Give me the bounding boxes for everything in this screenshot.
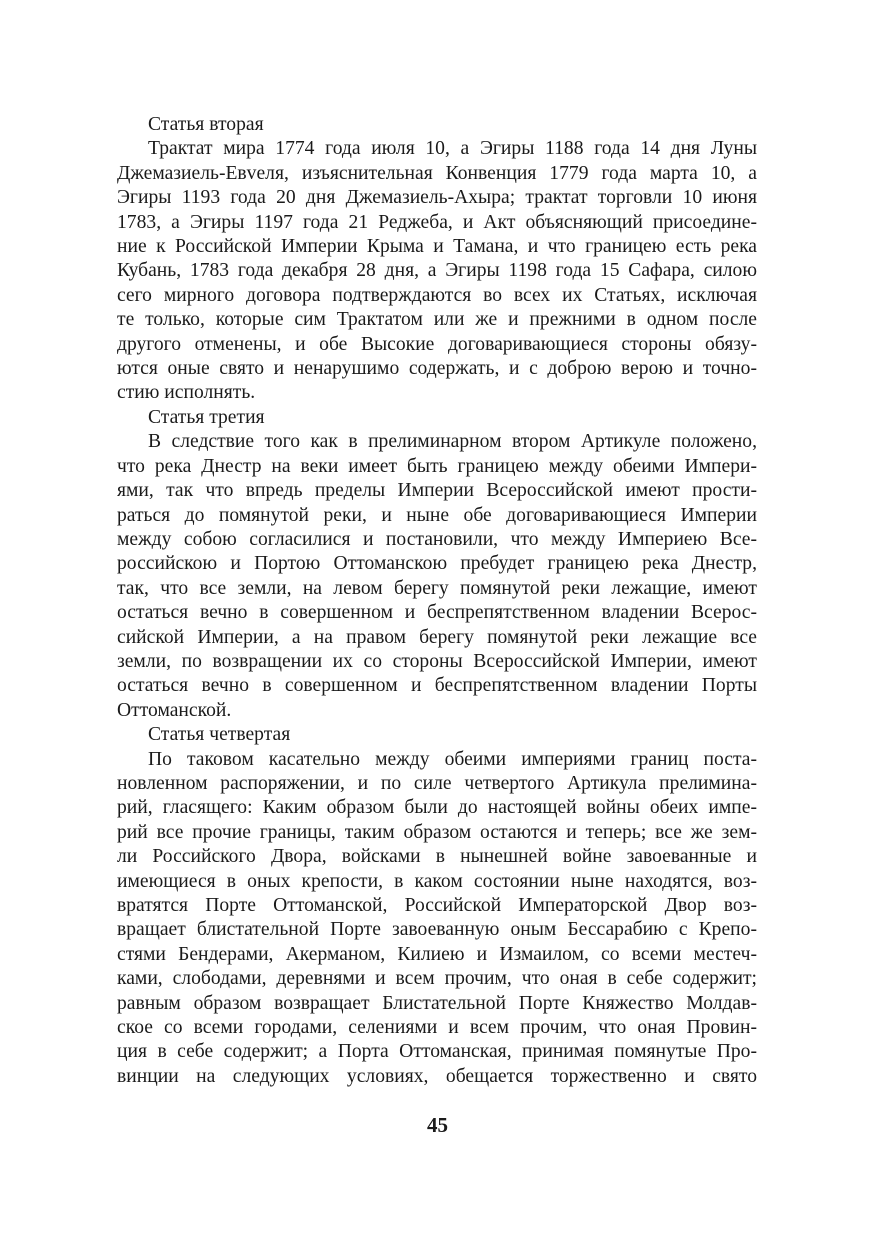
- text-line: ками, слободами, деревнями и всем прочим, что оная в себе содержит;: [117, 968, 757, 990]
- text-line: сего мирного договора подтверждаются во всех их Статьях, исключая: [117, 284, 757, 306]
- text-line: стями Бендерами, Акерманом, Килиею и Измаилом, со всеми местеч-: [117, 943, 757, 965]
- text-line: ние к Российской Империи Крыма и Тамана, и что границею есть река: [117, 236, 757, 258]
- text-line: земли, по возвращении их со стороны Всероссийской Империи, имеют: [117, 650, 757, 672]
- document-body: [117, 113, 757, 1089]
- article-heading-4: Статья четвертая: [148, 724, 291, 746]
- text-line: винции на следующих условиях, обещается торжественно и свято: [117, 1065, 757, 1087]
- text-line: между собою согласилися и постановили, что между Империею Все-: [117, 528, 757, 550]
- article-heading-2: Статья вторая: [148, 114, 264, 135]
- text-line: рий, гласящего: Каким образом были до настоящей войны обеих импе-: [117, 797, 757, 819]
- page-number: 45: [427, 1113, 448, 1137]
- text-line: сийской Империи, а на правом берегу помянутой реки лежащие все: [117, 626, 757, 648]
- text-line: российскою и Портою Оттоманскою пребудет границею река Днестр,: [117, 553, 757, 575]
- text-line: ются оные свято и ненарушимо содержать, и с доброю верою и точно-: [117, 358, 757, 380]
- text-line: ция в себе содержит; а Порта Оттоманская, принимая помянутые Про-: [117, 1041, 757, 1063]
- text-line: Трактат мира 1774 года июля 10, а Эгиры 1188 года 14 дня Луны: [148, 138, 757, 160]
- article-heading-3: Статья третия: [148, 406, 265, 428]
- text-line: Кубань, 1783 года декабря 28 дня, а Эгиры 1198 года 15 Сафара, силою: [117, 260, 757, 282]
- text-line: По таковом касательно между обеими империями границ поста-: [148, 748, 757, 770]
- text-line: Оттоманской.: [117, 699, 232, 721]
- text-line: ями, так что впредь пределы Империи Всероссийской имеют прости-: [117, 480, 757, 502]
- text-line: ли Российского Двора, войсками в нынешней войне завоеванные и: [117, 846, 757, 868]
- text-line: остаться вечно в совершенном и беспрепятственном владении Порты: [117, 675, 757, 697]
- text-line: раться до помянутой реки, и ныне обе договаривающиеся Империи: [117, 504, 757, 526]
- text-line: имеющиеся в оных крепости, в каком состоянии ныне находятся, воз-: [117, 870, 757, 892]
- text-line: остаться вечно в совершенном и беспрепятственном владении Всерос-: [117, 602, 757, 624]
- text-line: так, что все земли, на левом берегу помянутой реки лежащие, имеют: [117, 577, 757, 599]
- text-line: Джемазиель-Евveля, изъяснительная Конвенция 1779 года марта 10, а: [117, 162, 757, 184]
- text-line: равным образом возвращает Блистательной Порте Княжество Молдав-: [117, 992, 757, 1014]
- text-line: новленном распоряжении, и по силе четвертого Артикула прелимина-: [117, 772, 757, 794]
- text-line: те только, которые сим Трактатом или же и прежними в одном после: [117, 309, 757, 331]
- text-line: другого отменены, и обе Высокие договаривающиеся стороны обязу-: [117, 333, 757, 355]
- text-line: В следствие того как в прелиминарном втором Артикуле положено,: [148, 431, 757, 453]
- text-line: что река Днестр на веки имеет быть границею между обеими Импери-: [117, 455, 757, 477]
- text-line: ское со всеми городами, селениями и всем прочим, что оная Провин-: [117, 1017, 757, 1039]
- text-line: Эгиры 1193 года 20 дня Джемазиель-Ахыра; трактат торговли 10 июня: [117, 187, 757, 209]
- text-line: вратятся Порте Оттоманской, Российской Императорской Двор воз-: [117, 895, 757, 916]
- text-line: рий все прочие границы, таким образом остаются и теперь; все же зем-: [117, 821, 757, 843]
- text-line: вращает блистательной Порте завоеванную оным Бессарабию с Крепо-: [117, 919, 757, 941]
- text-line: 1783, а Эгиры 1197 года 21 Реджеба, и Акт объясняющий присоедине-: [117, 211, 757, 233]
- text-line: стию исполнять.: [117, 382, 256, 404]
